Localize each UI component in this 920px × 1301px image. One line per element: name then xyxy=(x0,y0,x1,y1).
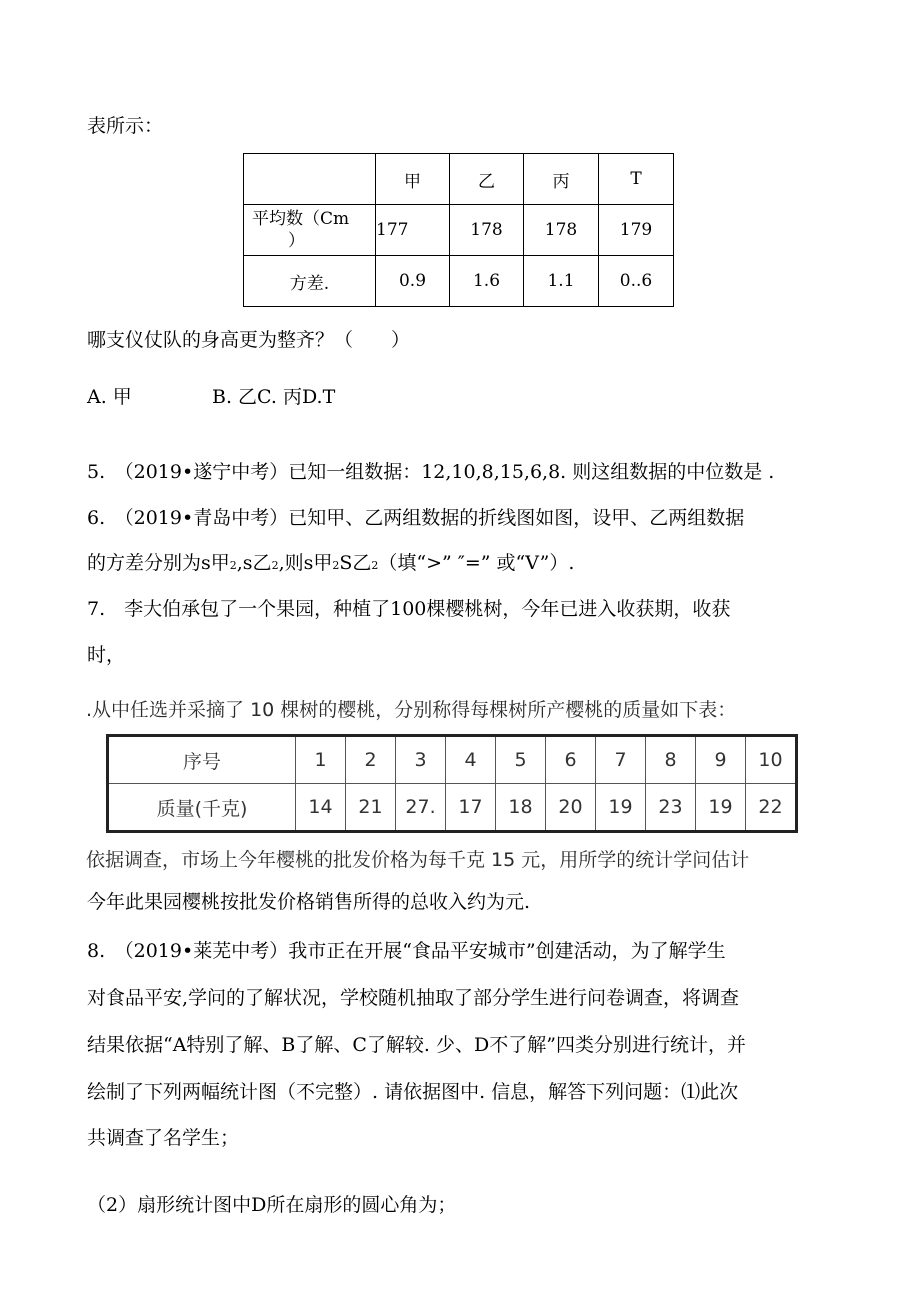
table-cell: 178 xyxy=(450,205,524,256)
table-cell: 177 xyxy=(376,205,450,256)
q8-line5: 共调查了名学生； xyxy=(87,1127,240,1149)
table-row xyxy=(108,784,797,832)
table-cell: 21 xyxy=(346,784,396,832)
table-cell: 20 xyxy=(546,784,596,832)
q8-line1: 8. （2019•莱芜中考）我市正在开展“食品平安城市”创建活动，为了解学生 xyxy=(87,940,726,962)
table-cell: 1.6 xyxy=(450,256,524,307)
row-label: 方差. xyxy=(244,256,376,307)
q7-line3: .从中任选并采摘了 10 棵树的樱桃，分别称得每棵树所产樱桃的质量如下表： xyxy=(86,699,737,721)
table-cell: 8 xyxy=(646,736,696,784)
q7-line5: 今年此果园樱桃按批发价格销售所得的总收入约为元. xyxy=(87,891,531,913)
table-cell: 2 xyxy=(346,736,396,784)
table-cell: 18 xyxy=(496,784,546,832)
table-header: 丙 xyxy=(524,154,599,205)
height-stats-table xyxy=(243,153,674,307)
row-label: 平均数（Cm ） xyxy=(244,205,376,256)
table-cell: 3 xyxy=(396,736,446,784)
table-header: 甲 xyxy=(376,154,450,205)
table-header: 乙 xyxy=(450,154,524,205)
q8-line2: 对食品平安,学问的了解状况，学校随机抽取了部分学生进行问卷调查，将调查 xyxy=(87,987,740,1009)
q7-line2: 时， xyxy=(87,644,126,666)
table-cell: 178 xyxy=(524,205,599,256)
table-cell: 0.9 xyxy=(376,256,450,307)
row-label: 质量(千克) xyxy=(108,784,296,832)
q4-options-bcd: B. 乙C. 丙D.T xyxy=(212,386,336,408)
table-cell: 1.1 xyxy=(524,256,599,307)
table-cell: 10 xyxy=(746,736,797,784)
table-cell: 19 xyxy=(596,784,646,832)
table-header: T xyxy=(599,154,674,205)
table-cell: 6 xyxy=(546,736,596,784)
table-cell: 27. xyxy=(396,784,446,832)
q5-text: 5. （2019•遂宁中考）已知一组数据：12,10,8,15,6,8. 则这组数据的中位数是 . xyxy=(87,461,775,483)
table-cell xyxy=(244,154,376,205)
table-row xyxy=(244,205,674,256)
table-cell: 14 xyxy=(296,784,346,832)
intro-text: 表所示： xyxy=(87,115,164,137)
table-cell: 5 xyxy=(496,736,546,784)
table-cell: 7 xyxy=(596,736,646,784)
q4-question: 哪支仪仗队的身高更为整齐？（ ） xyxy=(87,329,411,351)
table-cell: 17 xyxy=(446,784,496,832)
table-cell: 19 xyxy=(696,784,746,832)
table-cell: 9 xyxy=(696,736,746,784)
q8-line6: （2）扇形统计图中D所在扇形的圆心角为； xyxy=(87,1194,457,1216)
table-cell: 4 xyxy=(446,736,496,784)
cherry-weight-table xyxy=(106,734,798,833)
table-cell: 1 xyxy=(296,736,346,784)
q7-line4: 依据调查，市场上今年樱桃的批发价格为每千克 15 元，用所学的统计学问估计 xyxy=(86,849,750,871)
table-row xyxy=(244,256,674,307)
q4-option-a: A. 甲 xyxy=(87,386,132,408)
table-row xyxy=(244,154,674,205)
q7-line1: 7. 李大伯承包了一个果园，种植了100棵樱桃树，今年已进入收获期，收获 xyxy=(87,598,731,620)
table-row xyxy=(108,736,797,784)
q6-line1: 6. （2019•青岛中考）已知甲、乙两组数据的折线图如图，设甲、乙两组数据 xyxy=(87,507,745,529)
table-cell: 22 xyxy=(746,784,797,832)
table-cell: 179 xyxy=(599,205,674,256)
q6-line2: 的方差分别为s甲2,s乙2,则s甲2S乙2（填“>” ″=” 或“V”）. xyxy=(87,552,575,574)
q8-line4: 绘制了下列两幅统计图（不完整）. 请依据图中. 信息，解答下列问题：⑴此次 xyxy=(87,1081,739,1103)
row-label: 序号 xyxy=(108,736,296,784)
q8-line3: 结果依据“A特别了解、B了解、C了解较. 少、D不了解”四类分别进行统计，并 xyxy=(87,1034,746,1056)
table-cell: 0..6 xyxy=(599,256,674,307)
table-cell: 23 xyxy=(646,784,696,832)
